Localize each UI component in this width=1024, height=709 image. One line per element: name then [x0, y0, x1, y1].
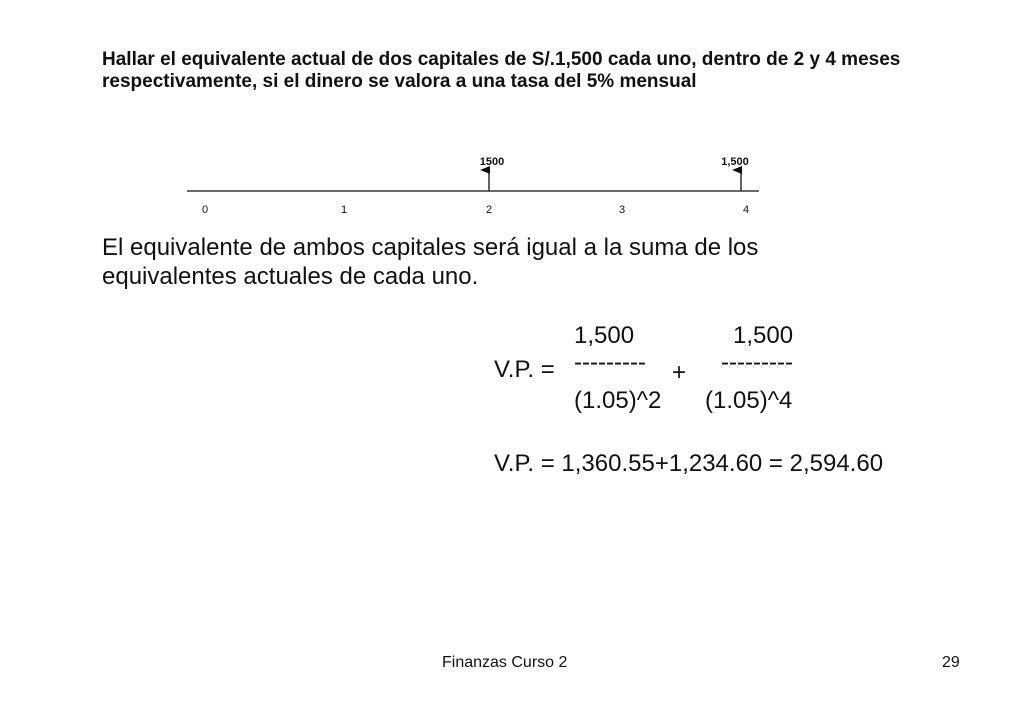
- denominator-2: (1.05)^4: [705, 387, 793, 414]
- footer-course: Finanzas Curso 2: [442, 654, 568, 671]
- formula-lhs: V.P. =: [494, 356, 555, 383]
- page-number: 29: [942, 654, 960, 671]
- tick-label-3: 3: [618, 204, 626, 216]
- cash-flow-label-2: 1,500: [721, 156, 749, 168]
- tick-label-1: 1: [340, 204, 348, 216]
- tick-label-2: 2: [485, 204, 493, 216]
- plus-sign: +: [672, 359, 687, 386]
- tick-label-0: 0: [201, 204, 209, 216]
- problem-statement: Hallar el equivalente actual de dos capitales de S/.1,500 cada uno, dentro de 2 y 4 meses respectivamente, si el dinero se valora a una tasa del 5% mensual: [102, 49, 901, 92]
- numerator-1: 1,500: [574, 322, 635, 349]
- explanation-text: El equivalente de ambos capitales será igual a la suma de los equivalentes actuales de cada uno.: [102, 234, 759, 290]
- fraction-bar-1: ---------: [574, 349, 646, 376]
- denominator-1: (1.05)^2: [574, 387, 662, 414]
- numerator-2: 1,500: [733, 322, 794, 349]
- result-line: V.P. = 1,360.55+1,234.60 = 2,594.60: [494, 450, 884, 477]
- fraction-bar-2: ---------: [721, 349, 793, 376]
- tick-label-4: 4: [742, 204, 750, 216]
- cash-flow-label-1: 1500: [479, 156, 505, 168]
